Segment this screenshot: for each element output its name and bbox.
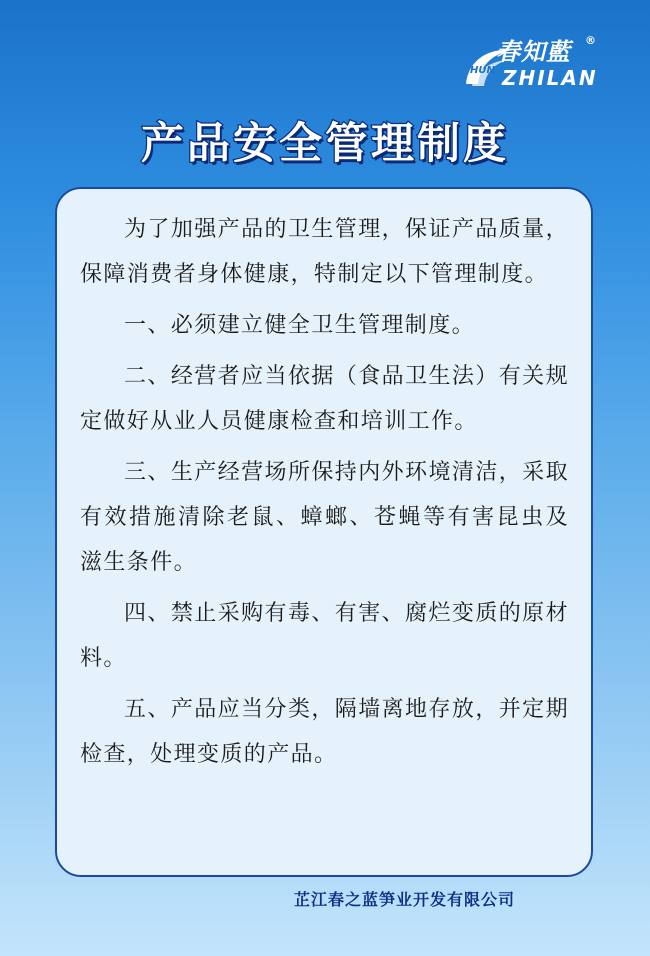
registered-mark: ® bbox=[585, 34, 596, 47]
rule-1: 一、必须建立健全卫生管理制度。 bbox=[124, 313, 476, 338]
content-panel bbox=[55, 187, 593, 877]
rule-5: 五、产品应当分类，隔墙离地存放，并定期检查，处理变质的产品。 bbox=[80, 697, 569, 767]
rule-4: 四、禁止采购有毒、有害、腐烂变质的原材料。 bbox=[80, 601, 569, 671]
intro-paragraph: 为了加强产品的卫生管理，保证产品质量，保障消费者身体健康，特制定以下管理制度。 bbox=[80, 217, 569, 287]
company-name: 芷江春之蓝笋业开发有限公司 bbox=[294, 890, 516, 909]
page-title: 产品安全管理制度 bbox=[141, 119, 509, 169]
rule-2: 二、经营者应当依据（食品卫生法）有关规定做好从业人员健康检查和培训工作。 bbox=[80, 364, 569, 434]
rule-3: 三、生产经营场所保持内外环境清洁，采取有效措施清除老鼠、蟑螂、苍蝇等有害昆虫及滋生条件。 bbox=[80, 460, 569, 575]
logo-chinese-name: 春知藍 bbox=[496, 37, 571, 66]
brand-logo bbox=[462, 30, 612, 100]
logo-english-name: ZHILAN bbox=[502, 66, 598, 90]
logo-prefix: HUN bbox=[470, 65, 495, 76]
